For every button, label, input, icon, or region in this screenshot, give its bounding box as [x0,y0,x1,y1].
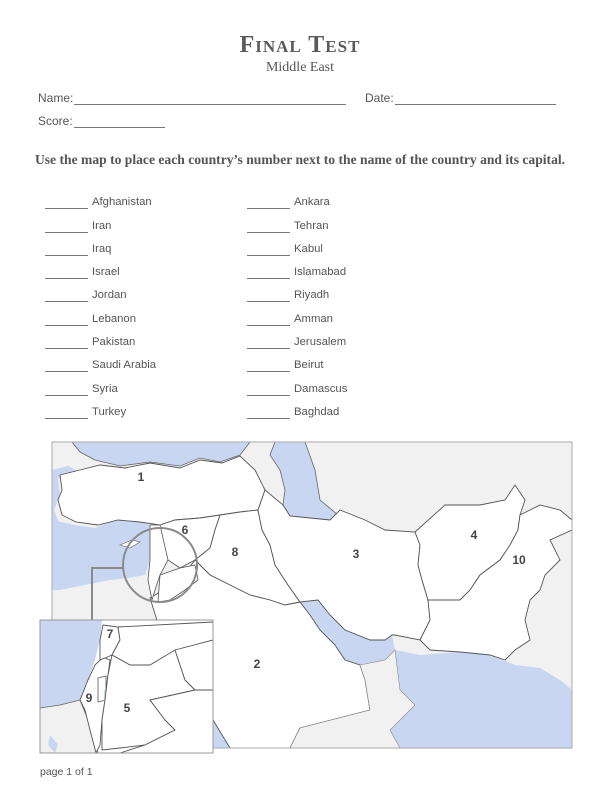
country-label: Iran [92,219,112,232]
capital-label: Amman [294,312,333,325]
capital-label: Jerusalem [294,336,347,349]
map-label-9: 9 [85,691,93,705]
capital-label: Islamabad [294,266,347,279]
instructions: Use the map to place each country’s number next to the name of the country and its capital. [34,152,566,167]
country-label: Lebanon [92,312,136,325]
map-label-1: 1 [137,470,145,484]
levant-inset [40,620,213,753]
date-label: Date: [365,91,394,105]
capital-label: Riyadh [294,289,330,302]
country-label: Turkey [92,405,127,418]
score-label: Score: [38,114,73,128]
capital-label: Kabul [294,242,323,255]
capital-label: Beirut [294,359,324,372]
page-title: Final Test [239,32,361,58]
country-label: Jordan [92,289,127,302]
map-label-3: 3 [352,547,360,561]
map-label-10: 10 [512,553,526,567]
capital-label: Ankara [294,196,330,209]
capital-label: Damascus [294,382,348,395]
country-label: Iraq [92,242,112,255]
country-label: Saudi Arabia [92,359,157,372]
name-label: Name: [38,91,74,105]
capital-label: Tehran [294,219,329,232]
country-label: Israel [92,266,120,279]
map-label-6: 6 [181,523,189,537]
map-label-4: 4 [470,528,478,542]
country-label: Pakistan [92,336,136,349]
country-label: Afghanistan [92,196,152,209]
map-label-7: 7 [106,627,114,641]
page-subtitle: Middle East [265,60,335,75]
map-label-8: 8 [231,545,239,559]
page-indicator: page 1 of 1 [40,766,93,778]
capital-label: Baghdad [294,405,340,418]
map-label-2: 2 [253,657,261,671]
country-label: Syria [92,382,118,395]
map-label-5: 5 [123,701,131,715]
